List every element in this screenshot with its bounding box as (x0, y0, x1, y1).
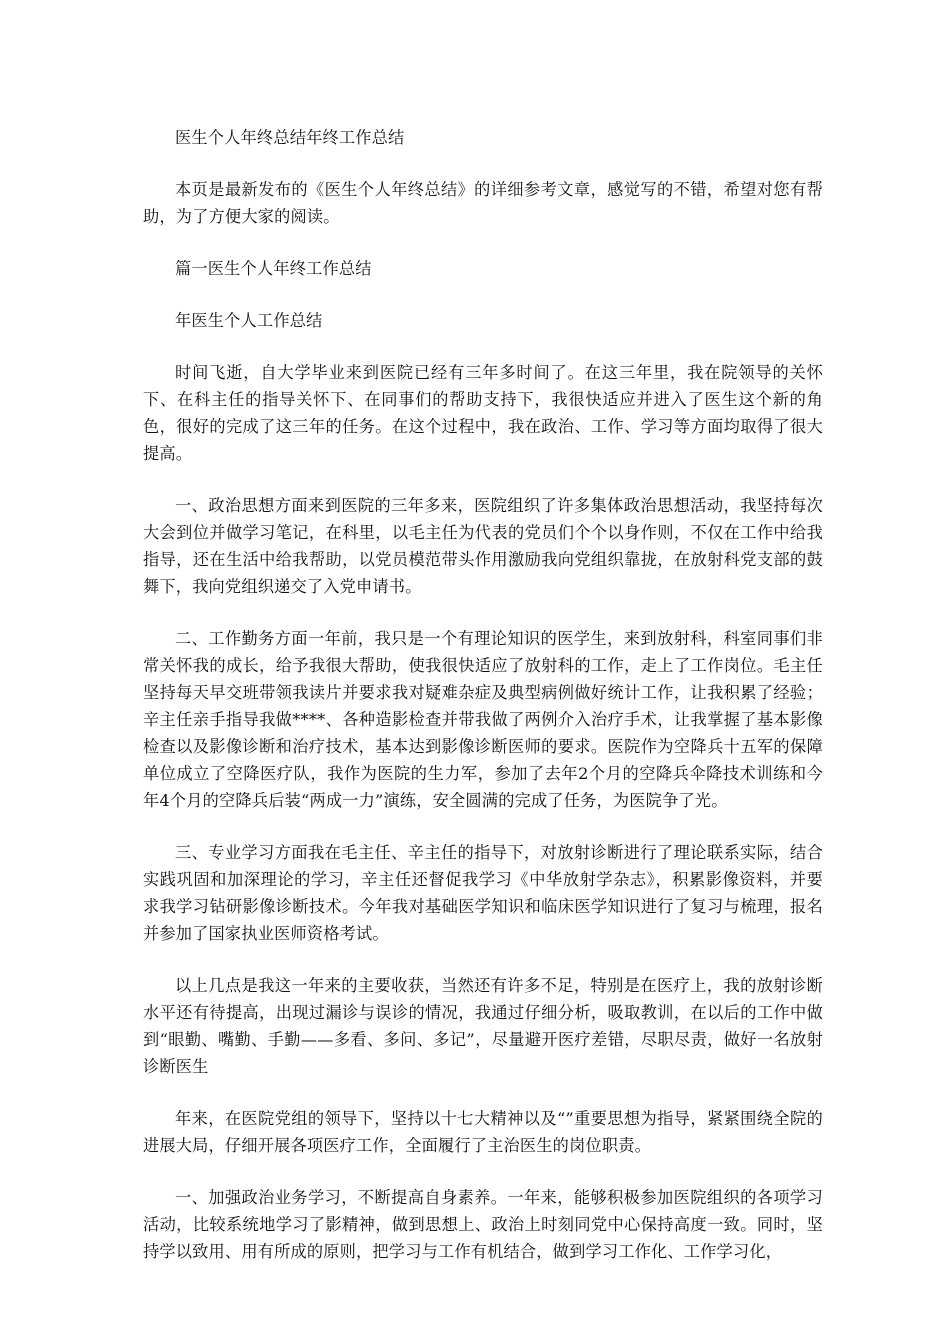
body-paragraph: 一、加强政治业务学习，不断提高自身素养。一年来，能够积极参加医院组织的各项学习活动，比较系统地学习了影精神，做到思想上、政治上时刻同党中心保持高度一致。同时，坚持学以致用、用有所成的原则，把学习与工作有机结合，做到学习工作化、工作学习化， (143, 1188, 823, 1261)
body-paragraph: 时间飞逝，自大学毕业来到医院已经有三年多时间了。在这三年里，我在院领导的关怀下、在科主任的指导关怀下、在同事们的帮助支持下，我很快适应并进入了医生这个新的角色，很好的完成了这三年的任务。在这个过程中，我在政治、工作、学习等方面均取得了很大提高。 (143, 363, 823, 463)
section-heading: 篇一医生个人年终工作总结 (175, 259, 372, 278)
subsection-heading: 年医生个人工作总结 (175, 311, 323, 330)
body-paragraph: 年来，在医院党组的领导下，坚持以十七大精神以及“”重要思想为指导，紧紧围绕全院的进展大局，仔细开展各项医疗工作，全面履行了主治医生的岗位职责。 (143, 1109, 823, 1155)
intro-paragraph: 本页是最新发布的《医生个人年终总结》的详细参考文章，感觉写的不错，希望对您有帮助，为了方便大家的阅读。 (143, 180, 823, 226)
body-paragraph: 三、专业学习方面我在毛主任、辛主任的指导下，对放射诊断进行了理论联系实际，结合实践巩固和加深理论的学习，辛主任还督促我学习《中华放射学杂志》，积累影像资料，并要求我学习钻研影像诊断技术。今年我对基础医学知识和临床医学知识进行了复习与梳理，报名并参加了国家执业医师资格考试。 (143, 843, 823, 943)
body-paragraph: 一、政治思想方面来到医院的三年多来，医院组织了许多集体政治思想活动，我坚持每次大会到位并做学习笔记，在科里，以毛主任为代表的党员们个个以身作则，不仅在工作中给我指导，还在生活中给我帮助，以党员模范带头作用激励我向党组织靠拢，在放射科党支部的鼓舞下，我向党组织递交了入党申请书。 (143, 496, 823, 596)
document-title: 医生个人年终总结年终工作总结 (175, 128, 405, 147)
body-paragraph: 二、工作勤务方面一年前，我只是一个有理论知识的医学生，来到放射科，科室同事们非常关怀我的成长，给予我很大帮助，使我很快适应了放射科的工作，走上了工作岗位。毛主任坚持每天早交班带领我读片并要求我对疑难杂症及典型病例做好统计工作，让我积累了经验；辛主任亲手指导我做****、各种造影检查并带我做了两例介入治疗手术，让我掌握了基本影像检查以及影像诊断和治疗技术，基本达到影像诊断医师的要求。医院作为空降兵十五军的保障单位成立了空降医疗队，我作为医院的生力军，参加了去年2个月的空降兵伞降技术训练和今年4个月的空降兵后装“两成一力”演练，安全圆满的完成了任务，为医院争了光。 (143, 629, 823, 810)
document-body (143, 124, 823, 1290)
body-paragraph: 以上几点是我这一年来的主要收获，当然还有许多不足，特别是在医疗上，我的放射诊断水平还有待提高，出现过漏诊与误诊的情况，我通过仔细分析，吸取教训，在以后的工作中做到“眼勤、嘴勤、手勤——多看、多问、多记”，尽量避开医疗差错，尽职尽责，做好一名放射诊断医生 (143, 976, 823, 1076)
